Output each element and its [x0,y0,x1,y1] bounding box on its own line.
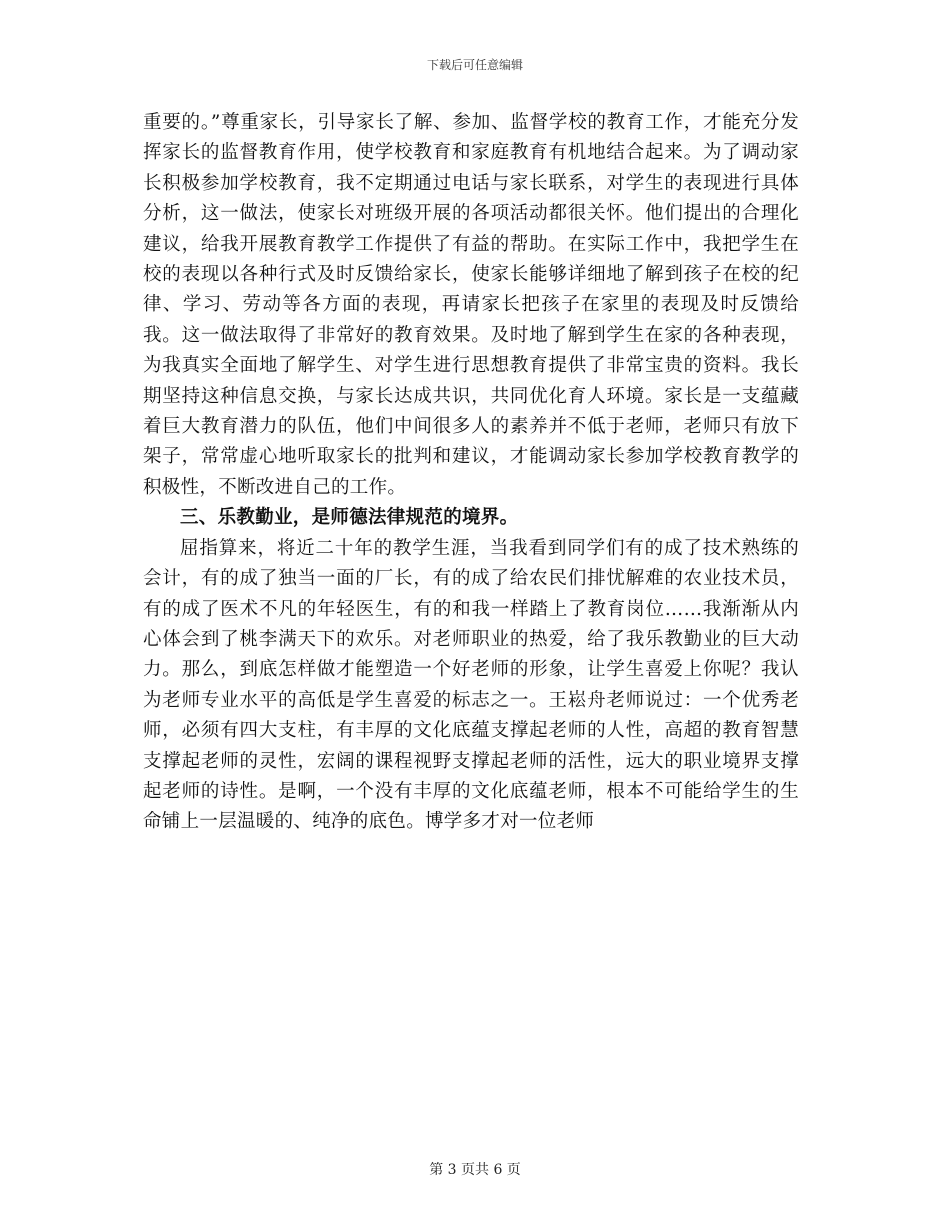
page-number: 第 3 页共 6 页 [429,1162,521,1178]
document-body [143,108,799,838]
page-header: 下载后可任意编辑 [426,58,523,72]
body-paragraph: 屈指算来，将近二十年的教学生涯，当我看到同学们有的成了技术熟练的会计，有的成了独当一面的厂长，有的成了给农民们排忧解难的农业技术员，有的成了医术不凡的年轻医生，有的和我一样踏上了教育岗位……我渐渐从内心体会到了桃李满天下的欢乐。对老师职业的热爱，给了我乐教勤业的巨大动力。那么，到底怎样做才能塑造一个好老师的形象，让学生喜爱上你呢？我认为老师专业水平的高低是学生喜爱的标志之一。王崧舟老师说过：一个优秀老师，必须有四大支柱，有丰厚的文化底蕴支撑起老师的人性，高超的教育智慧支撑起老师的灵性，宏阔的课程视野支撑起老师的活性，远大的职业境界支撑起老师的诗性。是啊，一个没有丰厚的文化底蕴老师，根本不可能给学生的生命铺上一层温暖的、纯净的底色。博学多才对一位老师 [143,537,799,833]
body-paragraph-continued: 重要的。”尊重家长，引导家长了解、参加、监督学校的教育工作，才能充分发挥家长的监督教育作用，使学校教育和家庭教育有机地结合起来。为了调动家长积极参加学校教育，我不定期通过电话与家长联系，对学生的表现进行具体分析，这一做法，使家长对班级开展的各项活动都很关怀。他们提出的合理化建议，给我开展教育教学工作提供了有益的帮助。在实际工作中，我把学生在校的表现以各种行式及时反馈给家长，使家长能够详细地了解到孩子在校的纪律、学习、劳动等各方面的表现，再请家长把孩子在家里的表现及时反馈给我。这一做法取得了非常好的教育效果。及时地了解到学生在家的各种表现，为我真实全面地了解学生、对学生进行思想教育提供了非常宝贵的资料。我长期坚持这种信息交换，与家长达成共识，共同优化育人环境。家长是一支蕴藏着巨大教育潜力的队伍，他们中间很多人的素养并不低于老师，老师只有放下架子，常常虚心地听取家长的批判和建议，才能调动家长参加学校教育教学的积极性，不断改进自己的工作。 [143,112,799,498]
section-heading: 三、乐教勤业，是师德法律规范的境界。 [180,507,519,529]
